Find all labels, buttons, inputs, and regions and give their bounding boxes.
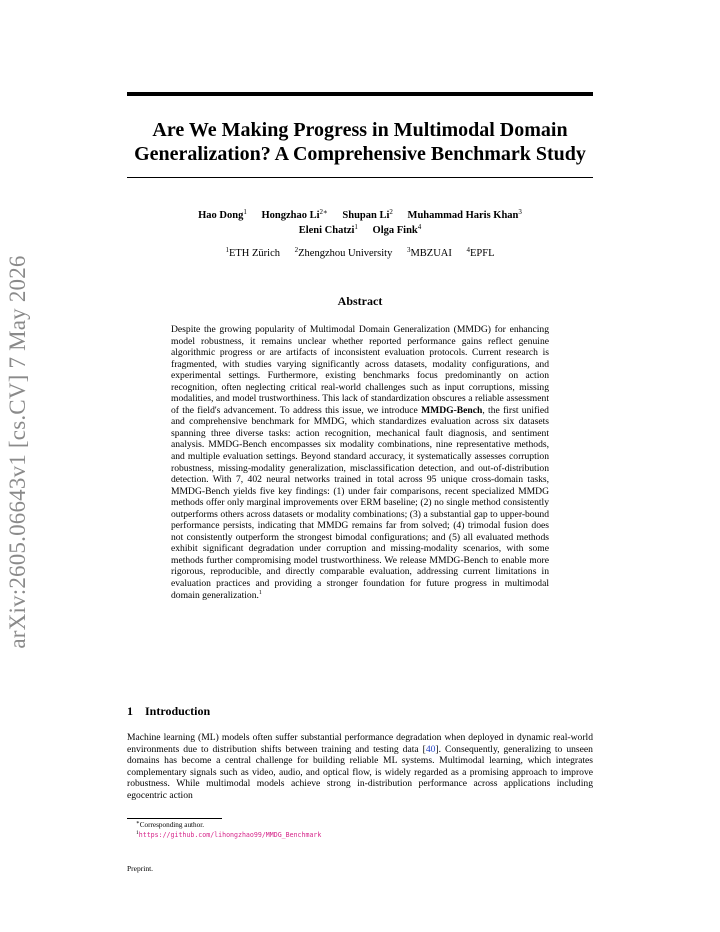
footnote-corresponding: ∗Corresponding author. — [136, 820, 205, 829]
paper-title-line-1: Are We Making Progress in Multimodal Domain — [152, 119, 568, 141]
preprint-label: Preprint. — [127, 864, 154, 873]
author: Hongzhao $Li^{2∗}$ — [261, 208, 328, 221]
author: Olga Fink$^4$ — [372, 223, 422, 236]
author-line-2 — [127, 223, 593, 238]
title-rule-bottom — [127, 177, 593, 178]
abstract-paragraph: Despite the growing popularity of Multimodal Domain Generalization (MMDG) for enhancing model robustness, it remains unclear whether reported performance gains reflect genuine algorithmic progress or are artifacts of inconsistent evaluation protocols. Current research is fragmented, with studies varying significantly across datasets, modality configurations, and experimental settings. Furthermore, existing benchmarks focus predominantly on action recognition, often neglecting critical real-world challenges such as input corruptions, missing modalities, and model trustworthiness. This lack of standardization obscures a reliable assessment of the field's advancement. To address this issue, we introduce MMDG-Bench, the first unified and comprehensive benchmark for MMDG, which standardizes evaluation across six datasets spanning three diverse tasks: action recognition, mechanical fault diagnosis, and sentiment analysis. MMDG-Bench encompasses six modality combinations, nine representative methods, and multiple evaluation settings. Beyond standard accuracy, it systematically assesses corruption robustness, missing-modality generalization, misclassification detection, and out-of-distribution detection. With 7, 402 neural networks trained in total across 95 unique cross-domain tasks, MMDG-Bench yields five key findings: (1) under fair comparisons, recent specialized MMDG methods offer only marginal improvements over ERM baseline; (2) no single method consistently outperforms others across datasets or modality combinations; (3) a substantial gap to upper-bound performance persists, indicating that MMDG remains far from solved; (4) trimodal fusion does not consistently outperform the strongest bimodal configurations; and (5) all evaluated methods exhibit significant degradation under corruption and missing-modality scenarios, with some methods further compromising model trustworthiness. We release MMDG-Bench to enable more rigorous, reproducible, and directly comparable evaluation, addressing current limitations in evaluation practices and providing a stronger foundation for future progress in multimodal domain generalization.$^1$ — [171, 324, 549, 601]
footnote-marker[interactable]: 1 — [258, 589, 262, 596]
footnote-rule — [127, 818, 222, 819]
arxiv-identifier — [0, 255, 38, 649]
author: Eleni Chatzi$^1$ — [298, 223, 358, 236]
arxiv-identifier-text: arXiv:2605.06643v1 [cs.CV] 7 May 2026 — [5, 255, 30, 649]
section-title: Introduction — [145, 704, 211, 718]
author-list — [127, 208, 593, 238]
introduction-paragraph: Machine learning (ML) models often suffer substantial performance degradation when deployed in dynamic real-world environments due to distribution shifts between training and testing data [40]. Consequently, generalizing to unseen domains has become a central challenge for building reliable ML systems. Multimodal learning, which integrates complementary signals such as video, audio, and optical flow, is widely regarded as a promising approach to improve robustness. While multimodal models achieve strong in-distribution performance across applications including egocentric action — [127, 732, 593, 801]
paper-title-line-2: Generalization? A Comprehensive Benchmark Study — [134, 143, 586, 165]
github-link[interactable]: https://github.com/lihongzhao99/MMDG_Benchmark — [138, 831, 322, 839]
affiliation-list — [127, 247, 593, 261]
affiliation: $^4$EPFL — [466, 246, 495, 259]
section-number: 1 — [127, 704, 133, 718]
footnotes — [136, 820, 596, 840]
footnote-link: $^1$https://github.com/lihongzhao99/MMDG_Benchmark — [136, 830, 322, 839]
author-line-1 — [127, 208, 593, 223]
citation-link[interactable]: 40 — [425, 743, 436, 755]
section-heading-introduction — [127, 704, 210, 719]
author: Muhammad Haris Khan$^3$ — [407, 208, 522, 221]
affiliation: $^3$MBZUAI — [406, 246, 452, 259]
abstract-heading: Abstract — [337, 294, 383, 308]
benchmark-name: MMDG-Bench — [421, 404, 483, 416]
paper-title — [127, 118, 593, 166]
author: Hao Dong$^1$ — [198, 208, 247, 221]
abstract-body — [171, 324, 549, 601]
introduction-body — [127, 732, 593, 802]
affiliation: $^1$ETH Zürich — [225, 246, 281, 259]
affiliation: $^2$Zhengzhou University — [294, 246, 393, 259]
author: Shupan Li$^2$ — [342, 208, 393, 221]
title-rule-top — [127, 92, 593, 96]
